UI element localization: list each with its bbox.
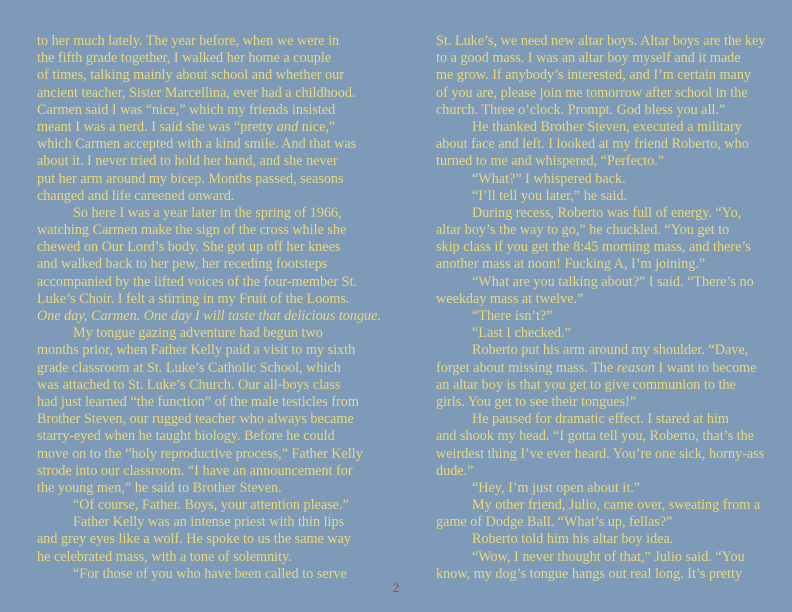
text-line: which Carmen accepted with a kind smile. And that was: [37, 136, 357, 153]
text-line: watching Carmen make the sign of the cross while she: [37, 222, 347, 239]
text-line: was attached to St. Luke’s Church. Our all-boys class: [37, 376, 341, 393]
text-line: game of Dodge Ball. “What’s up, fellas?”: [436, 514, 673, 531]
text-line: “Wow, I never thought of that,” Julio said. “You: [472, 548, 745, 565]
text-line: ancient teacher, Sister Marcellina, ever had a childhood.: [37, 84, 356, 101]
text-line: altar boy’s the way to go,” he chuckled. “You get to: [436, 222, 730, 239]
text-line: skip class if you get the 8:45 morning mass, and there’s: [436, 239, 751, 256]
text-line: My tongue gazing adventure had begun two: [73, 325, 323, 342]
text-line: “There isn’t?”: [472, 308, 553, 324]
emphasis-text: and: [276, 118, 299, 135]
text-line: put her arm around my bicep. Months passed, seasons: [37, 170, 344, 187]
text-line: the young men,” he said to Brother Steven.: [37, 479, 282, 496]
text-line: and grey eyes like a wolf. He spoke to us the same way: [37, 531, 352, 548]
text-line: “For those of you who have been called to serve: [73, 565, 347, 582]
text-line: to a good mass. I was an altar boy myself and it made: [436, 50, 741, 67]
emphasis-text: One day, Carmen. One day I will taste that delicious tongue.: [37, 308, 381, 324]
text-line: weekday mass at twelve.”: [436, 290, 584, 307]
text-line: about it. I never tried to hold her hand, and she never: [37, 153, 338, 170]
text-line: had just learned “the function” of the male testicles from: [37, 393, 359, 410]
text-line: Brother Steven, our rugged teacher who always became: [37, 411, 354, 428]
text-line: months prior, when Father Kelly paid a visit to my sixth: [37, 342, 356, 359]
text-line: he celebrated mass, with a tone of solemnity.: [37, 548, 292, 565]
text-line: grade classroom at St. Luke’s Catholic School, which: [37, 359, 341, 376]
text-line: forget about missing mass. The reason I want to become: [436, 359, 757, 376]
text-line: me grow. If anybody’s interested, and I’m certain many: [436, 67, 752, 84]
emphasis-text: reason: [616, 359, 655, 376]
page-number: 2: [392, 580, 400, 595]
left-text-column: [37, 33, 381, 583]
text-line: Father Kelly was an intense priest with thin lips: [73, 514, 345, 531]
text-line: move on to the “holy reproductive process,” Father Kelly: [37, 445, 363, 462]
text-line: “What are you talking about?” I said. “There’s no: [472, 273, 754, 290]
text-line: girls. You get to see their tongues!”: [436, 393, 637, 410]
text-line: to her much lately. The year before, when we were in: [37, 33, 340, 49]
text-line: meant I was a nerd. I said she was “pretty and nice,”: [37, 118, 336, 135]
text-line: He thanked Brother Steven, executed a military: [472, 118, 742, 135]
text-line: [37, 308, 381, 325]
text-line: of you are, please join me tomorrow after school in the: [436, 84, 748, 101]
text-line: “What?” I whispered back.: [472, 170, 626, 187]
text-line: He paused for dramatic effect. I stared at him: [472, 411, 729, 428]
text-line: know, my dog’s tongue hangs out real long. It’s pretty: [436, 565, 743, 582]
text-line: Roberto put his arm around my shoulder. “Dave,: [472, 342, 749, 359]
text-line: another mass at noon! Fucking A, I’m joining.”: [436, 256, 706, 273]
text-line: turned to me and whispered, “Perfecto.”: [436, 153, 665, 170]
text-line: St. Luke’s, we need new altar boys. Altar boys are the key: [436, 33, 766, 49]
text-line: starry-eyed when he taught biology. Before he could: [37, 428, 335, 445]
text-line: During recess, Roberto was full of energy. “Yo,: [472, 204, 742, 221]
text-line: an altar boy is that you get to give communion to the: [436, 376, 736, 393]
text-line: accompanied by the lifted voices of the four-member St.: [37, 273, 358, 290]
text-line: changed and life careened onward.: [37, 187, 235, 204]
right-text-column: [436, 33, 771, 583]
text-line: “Last I checked.”: [472, 325, 571, 342]
text-line: “Hey, I’m just open about it.”: [472, 479, 641, 496]
text-line: Carmen said I was “nice,” which my friends insisted: [37, 101, 336, 118]
text-line: church. Three o’clock. Prompt. God bless you all.”: [436, 101, 726, 118]
text-line: of times, talking mainly about school and whether our: [37, 67, 344, 84]
text-line: “I’ll tell you later,” he said.: [472, 187, 628, 204]
text-line: Roberto told him his altar boy idea.: [472, 531, 674, 548]
text-line: chewed on Our Lord’s body. She got up off her knees: [37, 239, 341, 256]
text-line: the fifth grade together, I walked her home a couple: [37, 50, 332, 67]
text-line: My other friend, Julio, came over, sweating from a: [472, 497, 761, 514]
text-line: So here I was a year later in the spring of 1966,: [73, 204, 342, 221]
text-line: strode into our classroom. “I have an announcement for: [37, 462, 353, 479]
text-line: about face and left. I looked at my friend Roberto, who: [436, 136, 749, 153]
text-line: and shook my head. “I gotta tell you, Roberto, that’s the: [436, 428, 754, 445]
text-line: and walked back to her pew, her receding footsteps: [37, 256, 328, 273]
text-line: “Of course, Father. Boys, your attention please.”: [73, 497, 349, 514]
text-line: dude.”: [436, 462, 474, 479]
text-line: Luke’s Choir. I felt a stirring in my Fruit of the Looms.: [37, 290, 350, 307]
text-line: weirdest thing I’ve ever heard. You’re one sick, horny-ass: [436, 445, 765, 462]
